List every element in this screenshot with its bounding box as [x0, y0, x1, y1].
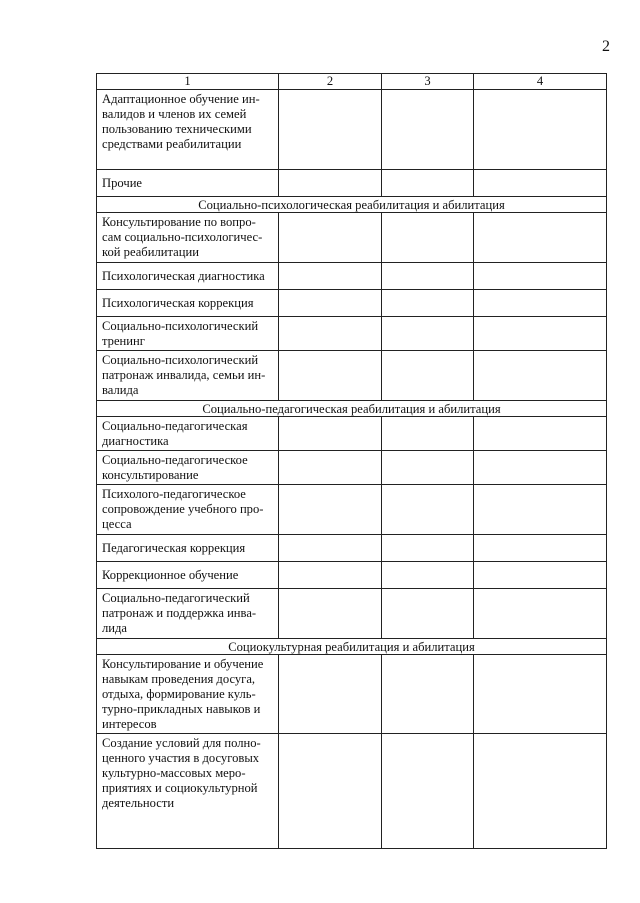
- table-cell: [279, 535, 382, 562]
- table-cell: [474, 317, 607, 351]
- column-header-3: 3: [382, 74, 474, 90]
- section-row: [97, 639, 607, 655]
- table-row: [97, 317, 607, 351]
- table-cell: [279, 351, 382, 401]
- table-cell: [474, 170, 607, 197]
- column-header-2: 2: [279, 74, 382, 90]
- row-label-text: Психолого-педагогическое сопровождение учебного про- цесса: [102, 487, 264, 531]
- table-cell: [474, 589, 607, 639]
- table-cell: [382, 562, 474, 589]
- table-row: [97, 170, 607, 197]
- table-cell: [279, 90, 382, 170]
- table-row: [97, 417, 607, 451]
- row-label: [97, 734, 279, 849]
- row-label-text: Социально-психологический патронаж инвалида, семьи ин- валида: [102, 353, 266, 397]
- row-label: [97, 317, 279, 351]
- row-label: [97, 485, 279, 535]
- row-label: [97, 351, 279, 401]
- table-row: [97, 213, 607, 263]
- section-row: [97, 197, 607, 213]
- row-label-text: Консультирование и обучение навыкам проведения досуга, отдыха, формирование куль- турно-прикладных навыков и интересов: [102, 657, 264, 731]
- column-header-4: 4: [474, 74, 607, 90]
- table-row: [97, 562, 607, 589]
- table-cell: [474, 535, 607, 562]
- row-label: [97, 290, 279, 317]
- row-label-text: Социально-педагогическая диагностика: [102, 419, 248, 448]
- row-label-text: Психологическая диагностика: [102, 269, 265, 283]
- table-cell: [382, 535, 474, 562]
- row-label-text: Психологическая коррекция: [102, 296, 254, 310]
- row-label-text: Адаптационное обучение ин- валидов и членов их семей пользованию техническими средствами реабилитации: [102, 92, 260, 151]
- table-row: [97, 290, 607, 317]
- section-row: [97, 401, 607, 417]
- table-cell: [474, 485, 607, 535]
- row-label-text: Социально-педагогический патронаж и поддержка инва- лида: [102, 591, 257, 635]
- table-cell: [382, 417, 474, 451]
- table-cell: [382, 734, 474, 849]
- row-label: [97, 263, 279, 290]
- row-label: [97, 451, 279, 485]
- table-row: [97, 351, 607, 401]
- table-cell: [382, 290, 474, 317]
- table-cell: [382, 90, 474, 170]
- table-row: [97, 655, 607, 734]
- row-label-text: Коррекционное обучение: [102, 568, 239, 582]
- table-row: [97, 734, 607, 849]
- row-label: [97, 213, 279, 263]
- table-row: [97, 90, 607, 170]
- section-heading: Социокультурная реабилитация и абилитация: [97, 639, 607, 655]
- table-cell: [474, 213, 607, 263]
- table-cell: [279, 213, 382, 263]
- row-label: [97, 535, 279, 562]
- table-cell: [279, 589, 382, 639]
- table-cell: [474, 655, 607, 734]
- table-row: [97, 485, 607, 535]
- table-cell: [382, 451, 474, 485]
- row-label-text: Консультирование по вопро- сам социально-психологичес- кой реабилитации: [102, 215, 263, 259]
- table-header-row: [97, 74, 607, 90]
- row-label-text: Педагогическая коррекция: [102, 541, 246, 555]
- table-cell: [279, 263, 382, 290]
- table-cell: [474, 263, 607, 290]
- table-cell: [279, 485, 382, 535]
- table-cell: [382, 589, 474, 639]
- table-cell: [279, 562, 382, 589]
- table-cell: [382, 351, 474, 401]
- table-cell: [382, 317, 474, 351]
- table-cell: [474, 734, 607, 849]
- table-cell: [279, 170, 382, 197]
- table-cell: [474, 417, 607, 451]
- row-label: [97, 90, 279, 170]
- row-label: [97, 562, 279, 589]
- table-cell: [279, 290, 382, 317]
- table-cell: [279, 451, 382, 485]
- table-cell: [279, 734, 382, 849]
- table-cell: [279, 655, 382, 734]
- table-cell: [382, 655, 474, 734]
- column-header-1: 1: [97, 74, 279, 90]
- table-row: [97, 535, 607, 562]
- section-heading: Социально-педагогическая реабилитация и абилитация: [97, 401, 607, 417]
- table-cell: [474, 90, 607, 170]
- rehabilitation-table: [96, 73, 607, 849]
- table-cell: [474, 351, 607, 401]
- row-label: [97, 655, 279, 734]
- row-label: [97, 417, 279, 451]
- table-cell: [382, 485, 474, 535]
- table-cell: [279, 417, 382, 451]
- row-label-text: Прочие: [102, 176, 143, 190]
- table-cell: [279, 317, 382, 351]
- table-cell: [474, 451, 607, 485]
- table-cell: [382, 170, 474, 197]
- table-cell: [382, 213, 474, 263]
- table-cell: [474, 290, 607, 317]
- page-number: 2: [602, 38, 610, 55]
- table-cell: [474, 562, 607, 589]
- row-label-text: Создание условий для полно- ценного участия в досуговых культурно-массовых меро- приятиях и социокультурной деятельности: [102, 736, 261, 810]
- section-heading: Социально-психологическая реабилитация и абилитация: [97, 197, 607, 213]
- row-label-text: Социально-психологический тренинг: [102, 319, 259, 348]
- row-label-text: Социально-педагогическое консультирование: [102, 453, 248, 482]
- table-row: [97, 263, 607, 290]
- row-label: [97, 589, 279, 639]
- table-row: [97, 589, 607, 639]
- table-row: [97, 451, 607, 485]
- row-label: [97, 170, 279, 197]
- table-cell: [382, 263, 474, 290]
